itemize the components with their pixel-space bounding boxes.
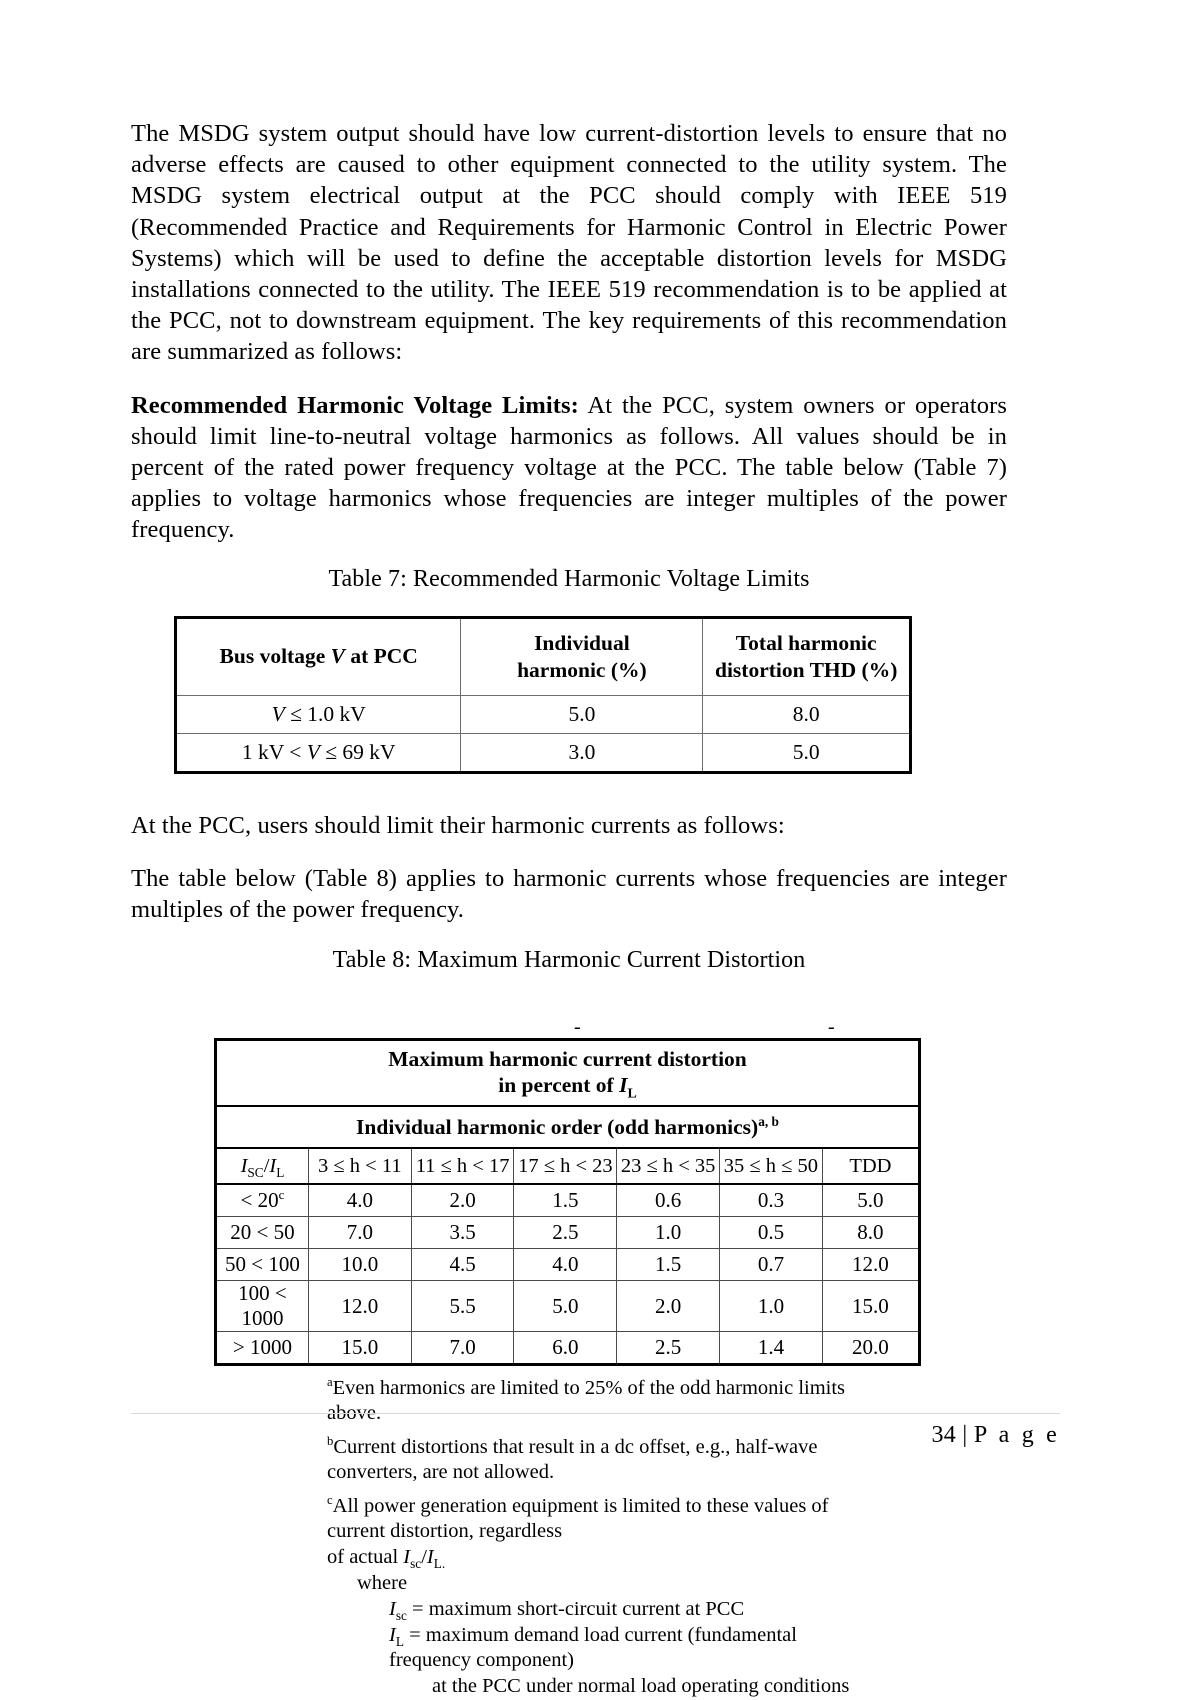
table8-cell-range bbox=[216, 1217, 309, 1249]
table8-cell-value: 2.5 bbox=[617, 1332, 720, 1365]
table8-cell-range bbox=[216, 1281, 309, 1332]
table7-header-individual-l2: harmonic (%) bbox=[517, 657, 647, 682]
table7-header-thd-l2: distortion THD (%) bbox=[715, 657, 898, 682]
table8-wrapper bbox=[131, 1016, 1007, 1699]
table8-cell-value: 7.0 bbox=[308, 1217, 411, 1249]
table7-cell-individual: 5.0 bbox=[461, 695, 703, 733]
page-footer bbox=[931, 1422, 1060, 1449]
table8-cell-value: 4.5 bbox=[411, 1249, 514, 1281]
table8-cell-value: 0.7 bbox=[720, 1249, 823, 1281]
table8-colhead-range-5: 35 ≤ h ≤ 50 bbox=[720, 1148, 823, 1184]
table7-header-thd bbox=[703, 617, 911, 695]
table7-header-individual-l1: Individual bbox=[534, 630, 630, 655]
table8-colhead-il-i: I bbox=[269, 1154, 277, 1177]
table8-cell-value: 3.5 bbox=[411, 1217, 514, 1249]
harmonic-voltage-rest: At the PCC, system owners or operators should limit line-to-neutral voltage harmonics as follows. All values should be in percent of the rated power frequency voltage at the PCC. The table below (Table 7) applies to voltage harmonics whose frequencies are integer multiples of the power frequency. bbox=[131, 391, 1007, 544]
footnote-c-marker: c bbox=[327, 1493, 333, 1508]
footnote-c-l2-i2: I bbox=[426, 1546, 434, 1569]
footnote-def-isc bbox=[327, 1597, 861, 1622]
table7-cell-thd: 5.0 bbox=[703, 733, 911, 772]
paragraph-after-table7: At the PCC, users should limit their harmonic currents as follows: bbox=[131, 811, 785, 839]
table8-r0-sup: c bbox=[278, 1187, 285, 1203]
table8-cell-value: 0.3 bbox=[720, 1184, 823, 1217]
footnote-isc-i: I bbox=[389, 1598, 396, 1621]
footnote-def-il-line2: at the PCC under normal load operating conditions bbox=[432, 1675, 850, 1698]
footer-divider bbox=[131, 1413, 1060, 1414]
footnote-c-l2-pre: of actual bbox=[327, 1546, 404, 1569]
table7-r1-var: V bbox=[306, 739, 320, 764]
footnote-def-il bbox=[327, 1623, 861, 1673]
table8-cell-value: 2.5 bbox=[514, 1217, 617, 1249]
table7-cell-individual: 3.0 bbox=[461, 733, 703, 772]
table8-cell-value: 0.5 bbox=[720, 1217, 823, 1249]
table7-cell-bus-voltage bbox=[176, 733, 461, 772]
table8-cell-value: 1.5 bbox=[617, 1249, 720, 1281]
footer-separator: | bbox=[962, 1422, 968, 1448]
footnote-c-text: All power generation equipment is limited to these values of current distortion, regardless bbox=[327, 1495, 829, 1543]
table7-r1-post: ≤ 69 kV bbox=[319, 739, 396, 764]
table8-subheader-text: Individual harmonic order (odd harmonics) bbox=[356, 1114, 759, 1139]
table8-title-line2-var: I bbox=[619, 1073, 628, 1098]
table7-header-row bbox=[176, 617, 911, 695]
table7-cell-thd: 8.0 bbox=[703, 695, 911, 733]
footnote-a bbox=[327, 1376, 861, 1426]
table8-colhead-isc-sub: SC bbox=[247, 1164, 264, 1180]
table-row bbox=[176, 695, 911, 733]
table8-cell-value: 1.4 bbox=[720, 1332, 823, 1365]
footnote-c-line2 bbox=[327, 1545, 861, 1570]
table8-colhead-range-3: 17 ≤ h < 23 bbox=[514, 1148, 617, 1184]
table8-colhead-isc-i: I bbox=[240, 1154, 248, 1177]
footnote-a-text: Even harmonics are limited to 25% of the odd harmonic limits above. bbox=[327, 1377, 846, 1425]
table8-subheader-cell bbox=[216, 1106, 920, 1148]
table8-cell-tdd: 5.0 bbox=[822, 1184, 919, 1217]
table8 bbox=[214, 1038, 921, 1366]
table8-cell-value: 4.0 bbox=[308, 1184, 411, 1217]
table8-column-header-row bbox=[216, 1148, 920, 1184]
page-content bbox=[131, 118, 1007, 1700]
footnote-il-text: = maximum demand load current (fundamental frequency component) bbox=[389, 1624, 797, 1672]
footnote-c-l2-slash: / bbox=[421, 1546, 427, 1569]
table7-header-individual bbox=[461, 617, 703, 695]
table7-header-thd-l1: Total harmonic bbox=[735, 630, 877, 655]
footnote-c-l2-i1: I bbox=[403, 1546, 411, 1569]
table8-subheader-row bbox=[216, 1106, 920, 1148]
table8-footnotes bbox=[214, 1376, 921, 1699]
table8-cell-tdd: 20.0 bbox=[822, 1332, 919, 1365]
table8-cell-value: 5.0 bbox=[514, 1281, 617, 1332]
table8-cell-value: 7.0 bbox=[411, 1332, 514, 1365]
table8-cell-value: 6.0 bbox=[514, 1332, 617, 1365]
harmonic-voltage-paragraph bbox=[131, 390, 1007, 546]
table8-cell-value: 1.0 bbox=[720, 1281, 823, 1332]
table7-r0-post: ≤ 1.0 kV bbox=[284, 701, 366, 726]
table7-header-bus-post: at PCC bbox=[344, 644, 418, 669]
footnote-il-i: I bbox=[389, 1624, 396, 1647]
footnote-isc-text: = maximum short-circuit current at PCC bbox=[406, 1598, 745, 1621]
footnote-c-l2-sub1: sc bbox=[410, 1556, 422, 1572]
footnote-c bbox=[327, 1494, 861, 1544]
table8-r0-range: < 20 bbox=[240, 1188, 279, 1213]
table8-cell-value: 2.0 bbox=[617, 1281, 720, 1332]
table8-cell-value: 0.6 bbox=[617, 1184, 720, 1217]
table8-colhead-slash: / bbox=[263, 1154, 270, 1177]
table7-header-bus-voltage bbox=[176, 617, 461, 695]
footnote-isc-sub: sc bbox=[395, 1608, 407, 1624]
footnote-b-marker: b bbox=[327, 1434, 334, 1449]
table7-r1-pre: 1 kV < bbox=[241, 739, 307, 764]
table8-cell-value: 1.0 bbox=[617, 1217, 720, 1249]
table8-tick-marks bbox=[214, 1016, 921, 1039]
table8-title-line2-pre: in percent of bbox=[498, 1073, 620, 1098]
table-row bbox=[216, 1332, 920, 1365]
table8-colhead-ratio bbox=[216, 1148, 309, 1184]
tick-mark-left: - bbox=[574, 1016, 581, 1039]
footnote-c-l2-sub2: L. bbox=[433, 1556, 446, 1572]
table7-cell-bus-voltage bbox=[176, 695, 461, 733]
table8-colhead-tdd: TDD bbox=[822, 1148, 919, 1184]
table8-colhead-il-sub: L bbox=[276, 1164, 285, 1180]
table-row bbox=[216, 1249, 920, 1281]
table-row bbox=[216, 1217, 920, 1249]
table8-colhead-range-1: 3 ≤ h < 11 bbox=[308, 1148, 411, 1184]
tick-mark-right: - bbox=[828, 1016, 835, 1039]
table8-caption: Table 8: Maximum Harmonic Current Distortion bbox=[332, 947, 806, 974]
table8-cell-value: 15.0 bbox=[308, 1332, 411, 1365]
table7-header-bus-var: V bbox=[330, 644, 345, 669]
table7-header-bus-pre: Bus voltage bbox=[219, 644, 331, 669]
footnote-where-label: where bbox=[357, 1572, 408, 1595]
table8-cell-value: 1.5 bbox=[514, 1184, 617, 1217]
footer-page-number: 34 bbox=[931, 1422, 957, 1448]
table-row bbox=[176, 733, 911, 772]
table8-cell-range bbox=[216, 1184, 309, 1217]
table8-cell-value: 4.0 bbox=[514, 1249, 617, 1281]
table8-colhead-range-4: 23 ≤ h < 35 bbox=[617, 1148, 720, 1184]
table8-cell-value: 10.0 bbox=[308, 1249, 411, 1281]
footnote-b bbox=[327, 1435, 861, 1485]
table8-cell-range bbox=[216, 1332, 309, 1365]
table8-r1-range: 20 < 50 bbox=[230, 1220, 295, 1245]
table8-cell-value: 5.5 bbox=[411, 1281, 514, 1332]
table7-caption: Table 7: Recommended Harmonic Voltage Limits bbox=[328, 565, 810, 592]
table8-cell-tdd: 8.0 bbox=[822, 1217, 919, 1249]
table8-title-line2-sub: L bbox=[627, 1086, 637, 1102]
table-row bbox=[216, 1281, 920, 1332]
table8-title-cell bbox=[216, 1040, 920, 1107]
table7-wrapper bbox=[131, 616, 1007, 774]
paragraph-before-table8: The table below (Table 8) applies to harmonic currents whose frequencies are integer multiples of the power frequency. bbox=[131, 864, 1007, 924]
table7-r0-var: V bbox=[271, 701, 285, 726]
footnote-b-text: Current distortions that result in a dc offset, e.g., half-wave converters, are not allowed. bbox=[327, 1436, 818, 1484]
table8-r2-range: 50 < 100 bbox=[225, 1252, 300, 1277]
table8-r4-range: > 1000 bbox=[232, 1335, 292, 1360]
table-row bbox=[216, 1184, 920, 1217]
footnote-il-sub: L bbox=[395, 1634, 404, 1650]
footer-page-word: P a g e bbox=[973, 1422, 1060, 1448]
table8-cell-value: 2.0 bbox=[411, 1184, 514, 1217]
table8-cell-tdd: 15.0 bbox=[822, 1281, 919, 1332]
table8-r3-range: 100 < 1000 bbox=[238, 1281, 287, 1331]
table7 bbox=[174, 616, 912, 774]
table8-cell-value: 12.0 bbox=[308, 1281, 411, 1332]
intro-paragraph: The MSDG system output should have low current-distortion levels to ensure that no adverse effects are caused to other equipment connected to the utility system. The MSDG system electrical output at the PCC should comply with IEEE 519 (Recommended Practice and Requirements for Harmonic Control in Electric Power Systems) which will be used to define the acceptable distortion levels for MSDG installations connected to the utility. The IEEE 519 recommendation is to be applied at the PCC, not to downstream equipment. The key requirements of this recommendation are summarized as follows: bbox=[131, 120, 1007, 366]
table8-title-row bbox=[216, 1040, 920, 1107]
footnote-a-marker: a bbox=[327, 1375, 333, 1390]
harmonic-voltage-lead: Recommended Harmonic Voltage Limits: bbox=[131, 391, 579, 419]
table8-title-line1: Maximum harmonic current distortion bbox=[388, 1047, 747, 1072]
table8-subheader-sup: a, b bbox=[758, 1113, 779, 1129]
table8-colhead-range-2: 11 ≤ h < 17 bbox=[411, 1148, 514, 1184]
table8-cell-tdd: 12.0 bbox=[822, 1249, 919, 1281]
table8-cell-range bbox=[216, 1249, 309, 1281]
